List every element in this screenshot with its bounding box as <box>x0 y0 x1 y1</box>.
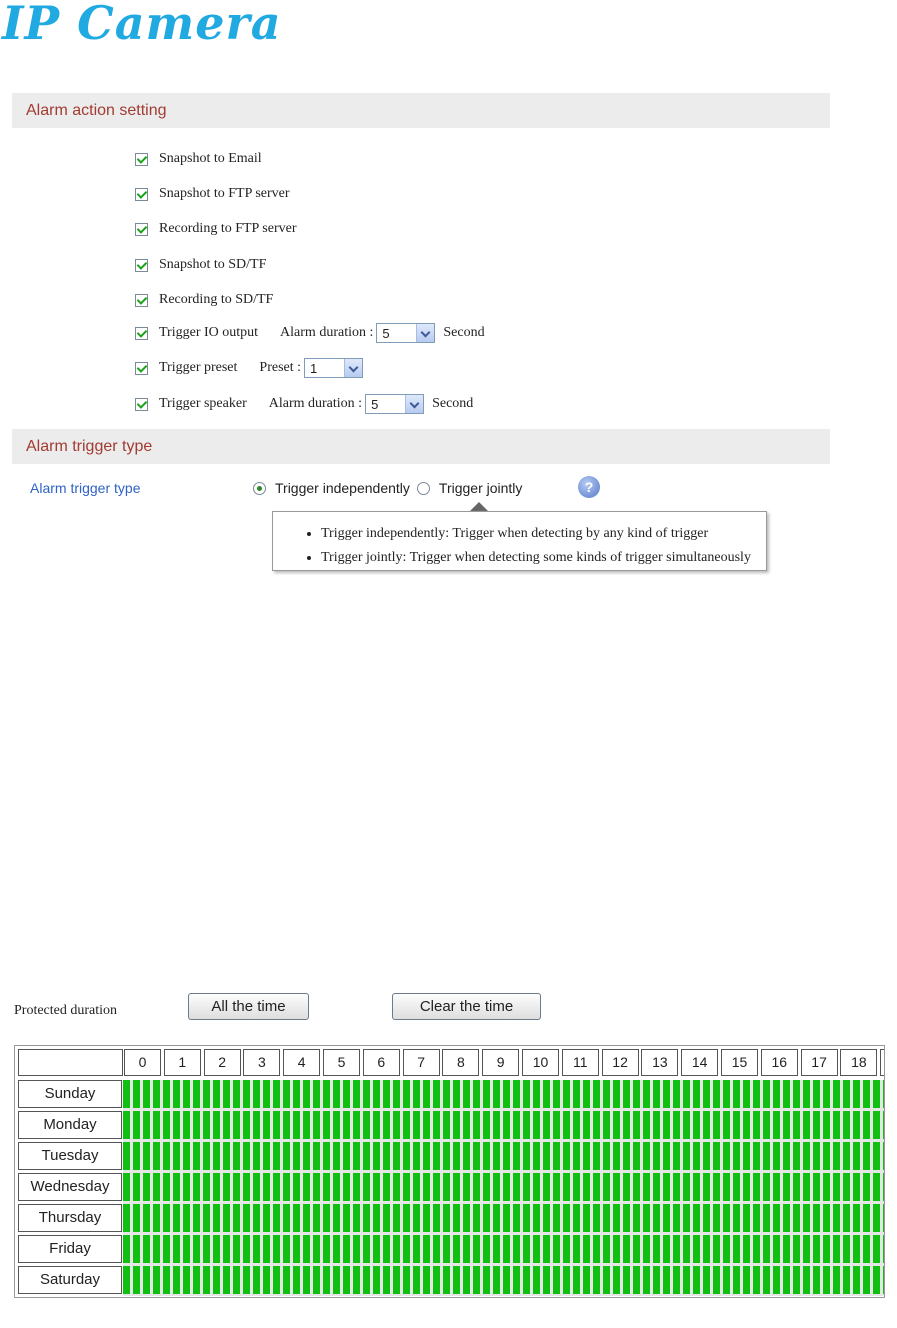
io-duration-unit: Second <box>443 325 485 340</box>
day-tuesday[interactable]: Tuesday <box>18 1142 122 1170</box>
ip-camera-logo: IP Camera <box>2 0 282 50</box>
schedule-corner-cell <box>18 1049 123 1076</box>
hour-header-1[interactable]: 1 <box>164 1049 201 1076</box>
day-wednesday[interactable]: Wednesday <box>18 1173 122 1201</box>
hour-header-13[interactable]: 13 <box>641 1049 678 1076</box>
checkbox-recording-ftp[interactable] <box>135 223 148 236</box>
trigger-type-label: Alarm trigger type <box>30 480 141 496</box>
checkbox-snapshot-ftp[interactable] <box>135 188 148 201</box>
option-snapshot-email[interactable] <box>135 149 262 169</box>
hour-header-16[interactable]: 16 <box>761 1049 798 1076</box>
hour-header-9[interactable]: 9 <box>482 1049 519 1076</box>
io-duration-select[interactable] <box>376 323 435 343</box>
hour-header-11[interactable]: 11 <box>562 1049 599 1076</box>
speaker-duration-label: Alarm duration : <box>268 396 363 411</box>
label-recording-sd: Recording to SD/TF <box>159 292 274 307</box>
day-saturday[interactable]: Saturday <box>18 1266 122 1294</box>
speaker-duration-unit: Second <box>432 396 474 411</box>
hour-header-2[interactable]: 2 <box>204 1049 241 1076</box>
hour-header-7[interactable]: 7 <box>403 1049 440 1076</box>
label-trigger-io: Trigger IO output <box>159 325 259 340</box>
label-trigger-preset: Trigger preset <box>159 360 238 375</box>
label-snapshot-sd: Snapshot to SD/TF <box>159 257 267 272</box>
clear-the-time-button[interactable]: Clear the time <box>392 993 541 1020</box>
hour-header-12[interactable]: 12 <box>602 1049 639 1076</box>
hour-header-6[interactable]: 6 <box>363 1049 400 1076</box>
option-trigger-io[interactable] <box>135 323 485 343</box>
speaker-duration-select[interactable] <box>365 394 424 414</box>
option-snapshot-sd[interactable] <box>135 255 266 275</box>
label-trigger-independently[interactable]: Trigger independently <box>275 480 410 496</box>
checkbox-recording-sd[interactable] <box>135 294 148 307</box>
checkbox-snapshot-sd[interactable] <box>135 259 148 272</box>
hour-header-0[interactable]: 0 <box>124 1049 161 1076</box>
checkbox-snapshot-email[interactable] <box>135 153 148 166</box>
tooltip-item-independent: • Trigger independently: Trigger when detecting by any kind of trigger <box>321 522 766 546</box>
hour-header-8[interactable]: 8 <box>442 1049 479 1076</box>
day-monday[interactable]: Monday <box>18 1111 122 1139</box>
hour-header-3[interactable]: 3 <box>243 1049 280 1076</box>
option-recording-ftp[interactable] <box>135 219 297 239</box>
io-duration-label: Alarm duration : <box>280 325 374 340</box>
alarm-action-header: Alarm action setting <box>12 93 830 128</box>
checkbox-trigger-speaker[interactable] <box>135 398 148 411</box>
label-trigger-jointly[interactable]: Trigger jointly <box>438 480 523 496</box>
option-snapshot-ftp[interactable] <box>135 184 290 204</box>
preset-value: 1 <box>310 360 318 376</box>
schedule-time-slots[interactable] <box>123 1080 885 1296</box>
option-recording-sd[interactable] <box>135 290 273 310</box>
tooltip-item-jointly: • Trigger jointly: Trigger when detecting some kinds of trigger simultaneously <box>321 546 766 570</box>
help-icon[interactable]: ? <box>578 476 600 498</box>
hour-header-17[interactable]: 17 <box>801 1049 838 1076</box>
checkbox-trigger-io[interactable] <box>135 327 148 340</box>
hour-header-10[interactable]: 10 <box>522 1049 559 1076</box>
protected-duration-label: Protected duration <box>14 1003 118 1018</box>
alarm-trigger-header: Alarm trigger type <box>12 429 830 464</box>
label-trigger-speaker: Trigger speaker <box>159 396 247 411</box>
radio-trigger-jointly[interactable] <box>417 482 430 495</box>
preset-label: Preset : <box>259 360 302 375</box>
hour-header-5[interactable]: 5 <box>323 1049 360 1076</box>
checkbox-trigger-preset[interactable] <box>135 362 148 375</box>
chevron-down-icon[interactable] <box>416 324 434 342</box>
io-duration-value: 5 <box>382 325 390 341</box>
label-snapshot-ftp: Snapshot to FTP server <box>159 186 290 201</box>
hour-header-15[interactable]: 15 <box>721 1049 758 1076</box>
speaker-duration-value: 5 <box>371 396 379 412</box>
chevron-down-icon[interactable] <box>405 395 423 413</box>
hour-header-14[interactable]: 14 <box>681 1049 718 1076</box>
day-thursday[interactable]: Thursday <box>18 1204 122 1232</box>
option-trigger-preset[interactable] <box>135 358 363 378</box>
chevron-down-icon[interactable] <box>344 359 362 377</box>
option-trigger-speaker[interactable] <box>135 394 473 414</box>
hour-header-4[interactable]: 4 <box>283 1049 320 1076</box>
schedule-grid <box>14 1045 885 1298</box>
day-friday[interactable]: Friday <box>18 1235 122 1263</box>
trigger-help-tooltip <box>272 511 767 571</box>
radio-trigger-independently[interactable] <box>253 482 266 495</box>
hour-header-overflow[interactable] <box>880 1049 885 1076</box>
hour-header-18[interactable]: 18 <box>840 1049 877 1076</box>
all-the-time-button[interactable]: All the time <box>188 993 309 1020</box>
tooltip-pointer <box>470 502 488 511</box>
preset-select[interactable] <box>304 358 363 378</box>
label-snapshot-email: Snapshot to Email <box>159 151 262 166</box>
label-recording-ftp: Recording to FTP server <box>159 221 297 236</box>
day-sunday[interactable]: Sunday <box>18 1080 122 1108</box>
trigger-type-radios <box>253 478 522 498</box>
